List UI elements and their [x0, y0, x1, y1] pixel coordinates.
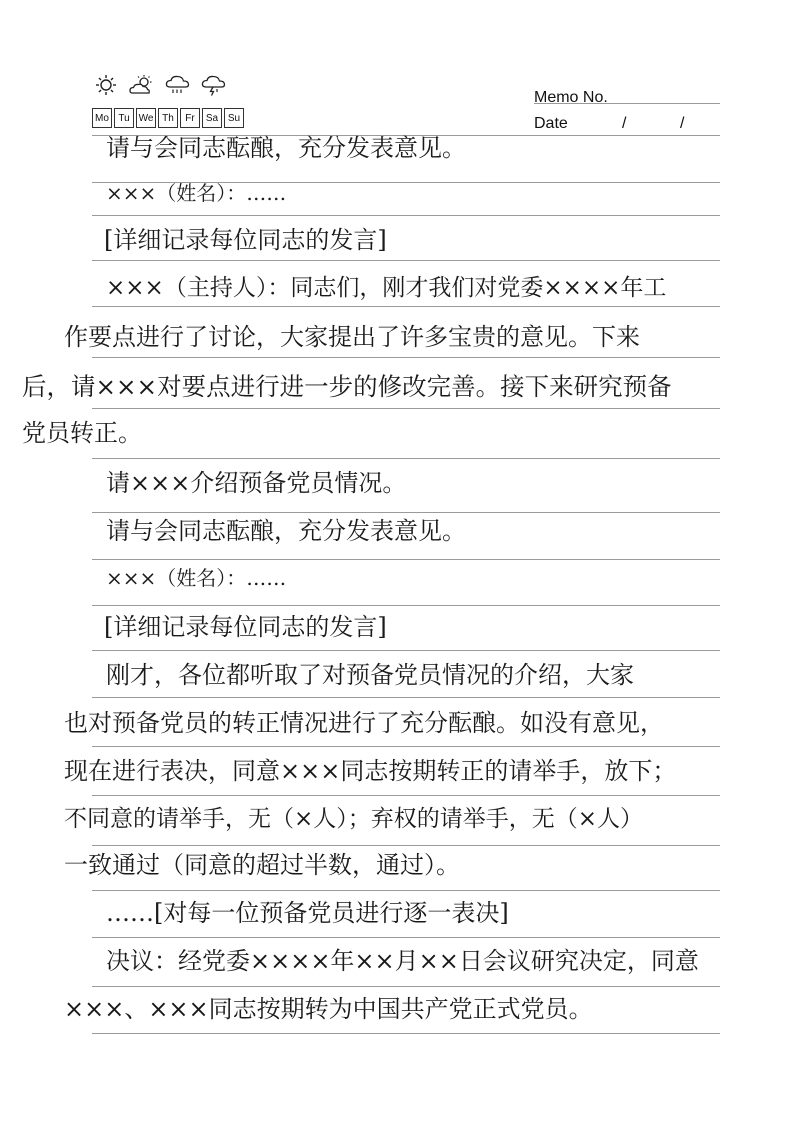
day-box-th[interactable]: Th: [158, 108, 178, 128]
memo-rule: [534, 103, 720, 104]
ruled-line: [92, 937, 720, 938]
text-line: 作要点进行了讨论，大家提出了许多宝贵的意见。下来: [64, 323, 640, 351]
text-line: ……[对每一位预备党员进行逐一表决]: [106, 899, 509, 927]
text-line: [详细记录每位同志的发言]: [104, 613, 387, 641]
ruled-line: [92, 559, 720, 560]
sun-icon[interactable]: [92, 74, 120, 96]
text-line: ×××、×××同志按期转为中国共产党正式党员。: [64, 995, 593, 1023]
text-line: 请与会同志酝酿，充分发表意见。: [106, 517, 466, 545]
thunderstorm-icon[interactable]: [200, 74, 228, 96]
ruled-line: [92, 650, 720, 651]
text-line: 决议：经党委××××年××月××日会议研究决定，同意: [106, 947, 699, 975]
text-line: ×××（主持人）：同志们，刚才我们对党委××××年工: [106, 275, 667, 301]
text-line: 后，请×××对要点进行进一步的修改完善。接下来研究预备: [22, 372, 672, 401]
rain-cloud-icon[interactable]: [164, 74, 192, 96]
text-line: 一致通过（同意的超过半数，通过）。: [64, 851, 460, 879]
day-box-mo[interactable]: Mo: [92, 108, 112, 128]
day-box-fr[interactable]: Fr: [180, 108, 200, 128]
ruled-line: [92, 986, 720, 987]
text-line: ×××（姓名）：……: [106, 181, 287, 205]
text-line: 不同意的请举手，无（×人）；弃权的请举手，无（×人）: [64, 806, 644, 832]
ruled-line: [92, 512, 720, 513]
day-box-sa[interactable]: Sa: [202, 108, 222, 128]
ruled-line: [92, 1033, 720, 1034]
ruled-line: [92, 458, 720, 459]
ruled-line: [92, 605, 720, 606]
text-line: 现在进行表决，同意×××同志按期转正的请举手，放下；: [64, 757, 677, 785]
ruled-line: [92, 890, 720, 891]
day-box-su[interactable]: Su: [224, 108, 244, 128]
ruled-line: [92, 795, 720, 796]
text-line: 刚才，各位都听取了对预备党员情况的介绍，大家: [106, 661, 634, 689]
ruled-line: [92, 215, 720, 216]
weather-icons: [92, 74, 228, 98]
text-line: 也对预备党员的转正情况进行了充分酝酿。如没有意见，: [64, 709, 664, 737]
ruled-line: [92, 845, 720, 846]
date-separator-1: /: [622, 115, 627, 132]
ruled-line: [92, 306, 720, 307]
ruled-line: [92, 357, 720, 358]
ruled-line: [92, 697, 720, 698]
text-line: [详细记录每位同志的发言]: [104, 226, 387, 254]
text-line: 请×××介绍预备党员情况。: [106, 469, 407, 497]
ruled-line: [92, 408, 720, 409]
text-line: 请与会同志酝酿，充分发表意见。: [106, 134, 466, 162]
partly-cloudy-icon[interactable]: [128, 74, 156, 96]
weekday-selector: [92, 108, 246, 128]
date-label: Date: [534, 115, 568, 132]
day-box-we[interactable]: We: [136, 108, 156, 128]
memo-number-label: Memo No.: [534, 89, 608, 106]
text-line: ×××（姓名）：……: [106, 566, 287, 590]
ruled-line: [92, 746, 720, 747]
text-line: 党员转正。: [22, 419, 142, 447]
day-box-tu[interactable]: Tu: [114, 108, 134, 128]
date-separator-2: /: [680, 115, 685, 132]
ruled-line: [92, 260, 720, 261]
